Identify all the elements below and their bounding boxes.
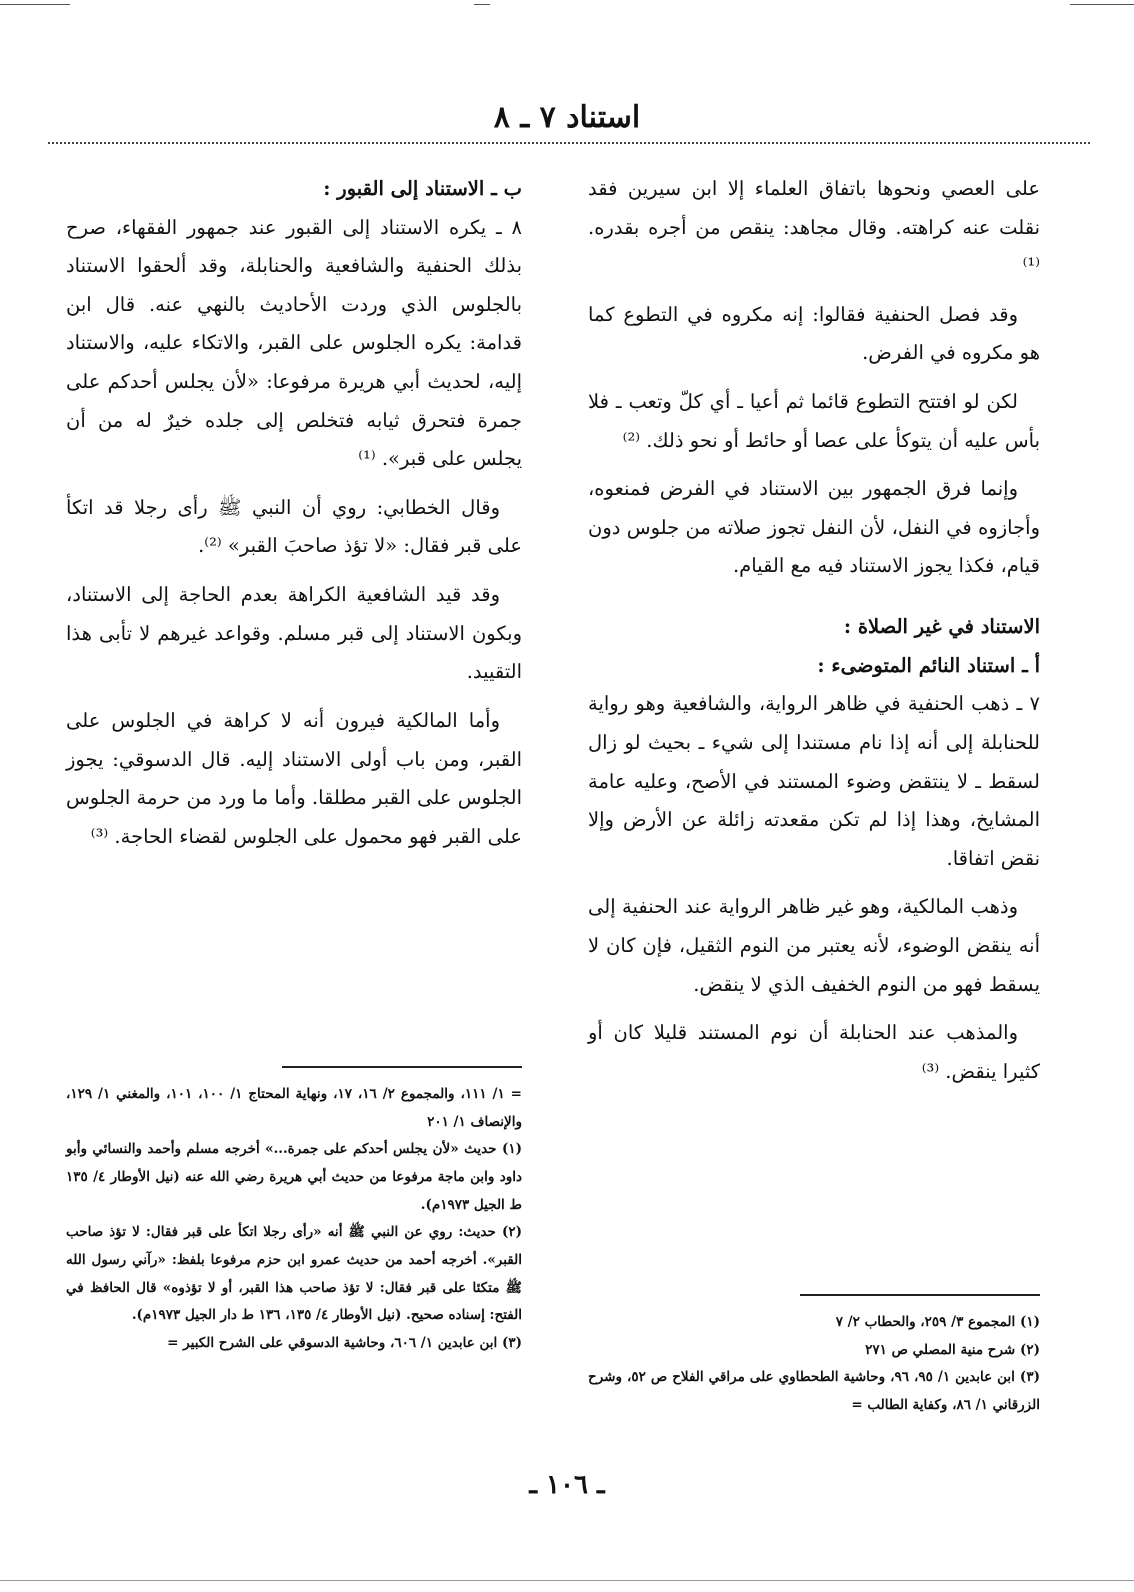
sub-heading: أ ـ استناد النائم المتوضىء : (817, 653, 1040, 677)
footnote: (٢) شرح منية المصلي ص ٢٧١ (865, 1341, 1040, 1358)
paragraph: والمذهب عند الحنابلة أن نوم المستند قليلا كان أو كثيرا ينقض. ⁽³⁾ (588, 1021, 1040, 1083)
section-heading: ب ـ الاستناد إلى القبور : (323, 177, 522, 200)
footnote-rule (800, 1294, 1040, 1296)
paragraph: وذهب المالكية، وهو غير ظاهر الرواية عند الحنفية إلى أنه ينقض الوضوء، لأنه يعتبر من النوم الثقيل، فإن كان لا يسقط فهو من النوم الخفيف الذي لا ينقض. (588, 895, 1040, 996)
paragraph: وإنما فرق الجمهور بين الاستناد في الفرض فمنعوه، وأجازوه في النفل، لأن النفل تجوز صلاته من جلوس دون قيام، فكذا يجوز الاستناد فيه مع القيام. (588, 477, 1040, 578)
paragraph: على العصي ونحوها باتفاق العلماء إلا ابن سيرين فقد نقلت عنه كراهته. وقال مجاهد: ينقص من أجره بقدره. ⁽¹⁾ (588, 177, 1040, 278)
scan-edge-line (474, 4, 490, 5)
footnotes-left (66, 1081, 522, 1358)
left-text-column (66, 170, 522, 866)
header-dotted-rule (48, 142, 1090, 144)
scan-edge-line (1070, 4, 1134, 5)
footnotes-right (588, 1309, 1040, 1420)
footnote: (٣) ابن عابدين ١/ ٩٥، ٩٦، وحاشية الطحطاوي على مراقي الفلاح ص ٥٢، وشرح الزرقاني ١/ ٨٦، وكفاية الطالب = (588, 1369, 1040, 1414)
paragraph: وقد قيد الشافعية الكراهة بعدم الحاجة إلى الاستناد، وبكون الاستناد إلى قبر مسلم. وقواعد غيرهم لا تأبى هذا التقييد. (66, 583, 522, 684)
scan-edge-line (0, 1580, 1134, 1581)
footnote: (٣) ابن عابدين ١/ ٦٠٦، وحاشية الدسوقي على الشرح الكبير = (167, 1335, 522, 1352)
footnote: = ١/ ١١١، والمجموع ٢/ ١٦، ١٧، ونهاية المحتاج ١/ ١٠٠، ١٠١، والمغني ١/ ١٢٩، والإنصاف ١/ ٢٠١ (66, 1086, 522, 1130)
scan-edge-line (0, 4, 70, 5)
footnote-rule (282, 1066, 522, 1068)
footnote: (٢) حديث: روي عن النبي ﷺ أنه «رأى رجلا اتكأ على قبر فقال: لا تؤذ صاحب القبر». أخرجه أحمد من حديث عمرو ابن حزم مرفوعا بلفظ: «رآني رسول الله ﷺ متكئا على قبر فقال: لا تؤذ صاحب هذا القبر، أو لا تؤذوه» قال الحافظ في الفتح: إسناده صحيح. (نيل الأوطار ٤/ ١٣٥، ١٣٦ ط دار الجيل ١٩٧٣م). (66, 1224, 522, 1324)
page-header-title: استناد ٧ ـ ٨ (493, 100, 641, 135)
paragraph: لكن لو افتتح التطوع قائما ثم أعيا ـ أي كلّ وتعب ـ فلا بأس عليه أن يتوكأ على عصا أو حائط أو نحو ذلك. ⁽²⁾ (588, 390, 1040, 452)
right-text-column (588, 170, 1040, 1101)
paragraph: ٧ ـ ذهب الحنفية في ظاهر الرواية، والشافعية وهو رواية للحنابلة إلى أنه إذا نام مستندا إلى شيء ـ بحيث لو زال لسقط ـ لا ينتقض وضوء المستند في الأصح، وعليه عامة المشايخ، وهذا إذا لم تكن مقعدته زائلة عن الأرض وإلا نقض اتفاقا. (588, 692, 1041, 870)
footnote: (١) حديث «لأن يجلس أحدكم على جمرة...» أخرجه مسلم وأحمد والنسائي وأبو داود وابن ماجة مرفوعا من حديث أبي هريرة رضي الله عنه (نيل الأوطار ٤/ ١٣٥ ط الجيل ١٩٧٣م). (66, 1141, 523, 1213)
paragraph: ٨ ـ يكره الاستناد إلى القبور عند جمهور الفقهاء، صرح بذلك الحنفية والشافعية والحنابلة، وقد ألحقوا الاستناد بالجلوس الذي وردت الأحاديث بالنهي عنه. قال ابن قدامة: يكره الجلوس على القبر، والاتكاء عليه، والاستناد إليه، لحديث أبي هريرة مرفوعا: «لأن يجلس أحدكم على جمرة فتحرق ثيابه فتخلص إلى جلده خيرٌ له من أن يجلس على قبر». ⁽¹⁾ (66, 215, 522, 471)
page-number: ـ ١٠٦ ـ (529, 1470, 605, 1500)
section-heading: الاستناد في غير الصلاة : (843, 615, 1040, 639)
paragraph: وقال الخطابي: روي أن النبي ﷺ رأى رجلا قد اتكأ على قبر فقال: «لا تؤذ صاحبَ القبر» ⁽²⁾. (66, 495, 522, 558)
paragraph: وأما المالكية فيرون أنه لا كراهة في الجلوس على القبر، ومن باب أولى الاستناد إليه. قال الدسوقي: يجوز الجلوس على القبر مطلقا. وأما ما ورد من حرمة الجلوس على القبر فهو محمول على الجلوس لقضاء الحاجة. ⁽³⁾ (66, 708, 522, 848)
paragraph: وقد فصل الحنفية فقالوا: إنه مكروه في التطوع كما هو مكروه في الفرض. (588, 302, 1040, 365)
footnote: (١) المجموع ٣/ ٢٥٩، والحطاب ٢/ ٧ (835, 1314, 1040, 1330)
